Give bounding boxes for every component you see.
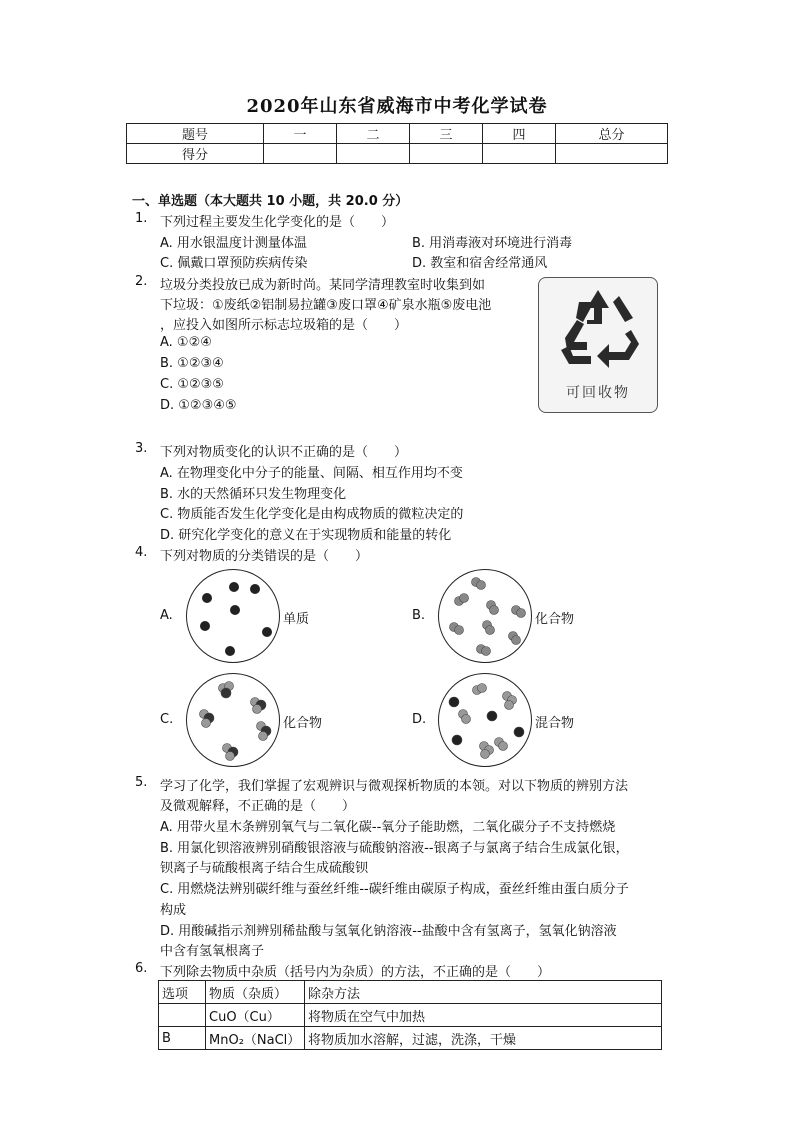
option-a-label: 单质	[283, 612, 310, 627]
option-c-label: 化合物	[283, 716, 323, 731]
option-d: D. ①②③④⑤	[160, 398, 237, 413]
score-cell	[410, 144, 483, 164]
particle-diagram-a-art	[187, 570, 279, 662]
question-number: 6.	[135, 961, 148, 976]
q6-table	[158, 980, 662, 1050]
question-number: 4.	[135, 545, 148, 560]
option-a: A. 用水银温度计测量体温	[160, 236, 307, 251]
score-table-score-row	[127, 144, 668, 164]
option-a-letter: A.	[160, 608, 173, 623]
score-cell	[556, 144, 668, 164]
score-cell	[337, 144, 410, 164]
option-c: C. ①②③⑤	[160, 377, 224, 392]
score-header-cell: 一	[264, 124, 337, 144]
score-cell	[483, 144, 556, 164]
question-stem: 下垃圾：①废纸②铝制易拉罐③废口罩④矿泉水瓶⑤废电池	[160, 298, 492, 313]
question-stem: 下列过程主要发生化学变化的是（ ）	[160, 215, 395, 230]
score-header-cell: 三	[410, 124, 483, 144]
score-cell	[264, 144, 337, 164]
option-d: D. 用酸碱指示剂辨别稀盐酸与氢氧化钠溶液--盐酸中含有氢离子，氢氧化钠溶液	[160, 924, 617, 939]
option-d-cont: 中含有氢氧根离子	[160, 944, 265, 959]
score-header-cell: 总分	[556, 124, 668, 144]
table-cell	[159, 1004, 206, 1027]
question-stem: 下列对物质变化的认识不正确的是（ ）	[160, 445, 408, 460]
option-b-cont: 钡离子与硫酸根离子结合生成硫酸钡	[160, 861, 369, 876]
option-d: D. 研究化学变化的意义在于实现物质和能量的转化	[160, 528, 452, 543]
recycle-icon	[539, 280, 657, 380]
question-stem: 学习了化学，我们掌握了宏观辨识与微观探析物质的本领。对以下物质的辨别方法	[160, 779, 629, 794]
table-cell: CuO（Cu）	[206, 1004, 305, 1027]
option-b: B. 水的天然循环只发生物理变化	[160, 487, 347, 502]
table-cell: 将物质在空气中加热	[305, 1004, 662, 1027]
table-header-row	[159, 981, 662, 1004]
score-table	[126, 123, 668, 164]
option-b-letter: B.	[412, 608, 426, 623]
recycle-sign	[538, 277, 658, 413]
question-number: 3.	[135, 441, 148, 456]
particle-diagram-c	[186, 673, 280, 767]
score-header-cell: 二	[337, 124, 410, 144]
question-stem: ，应投入如图所示标志垃圾箱的是（ ）	[160, 318, 408, 333]
table-header-cell: 物质（杂质）	[206, 981, 305, 1004]
option-b: B. 用消毒液对环境进行消毒	[412, 236, 573, 251]
table-cell: MnO₂（NaCl）	[206, 1027, 305, 1050]
question-stem: 下列对物质的分类错误的是（ ）	[160, 549, 369, 564]
option-c: C. 用燃烧法辨别碳纤维与蚕丝纤维--碳纤维由碳原子构成，蚕丝纤维由蛋白质分子	[160, 882, 629, 897]
score-row-label: 得分	[127, 144, 264, 164]
table-header-cell: 除杂方法	[305, 981, 662, 1004]
particle-diagram-b	[438, 569, 532, 663]
table-header-cell: 选项	[159, 981, 206, 1004]
table-cell: 将物质加水溶解，过滤，洗涤，干燥	[305, 1027, 662, 1050]
option-a: A. ①②④	[160, 335, 212, 350]
recycle-sign-label: 可回收物	[566, 385, 630, 401]
score-header-cell: 四	[483, 124, 556, 144]
table-row	[159, 1027, 662, 1050]
particle-diagram-d	[438, 673, 532, 767]
option-c-letter: C.	[160, 712, 174, 727]
question-stem: 下列除去物质中杂质（括号内为杂质）的方法，不正确的是（ ）	[160, 965, 551, 980]
particle-diagram-b-art	[439, 570, 531, 662]
option-c-cont: 构成	[160, 903, 187, 918]
question-stem: 垃圾分类投放已成为新时尚。某同学清理教室时收集到如	[160, 278, 486, 293]
page-title: 2020年山东省威海市中考化学试卷	[246, 96, 548, 117]
option-d-label: 混合物	[535, 716, 575, 731]
option-c: C. 物质能否发生化学变化是由构成物质的微粒决定的	[160, 507, 464, 522]
question-number: 5.	[135, 775, 148, 790]
option-b-label: 化合物	[535, 612, 575, 627]
option-a: A. 用带火星木条辨别氧气与二氧化碳--氧分子能助燃，二氧化碳分子不支持燃烧	[160, 820, 616, 835]
score-header-cell: 题号	[127, 124, 264, 144]
section-heading: 一、单选题（本大题共 10 小题，共 20.0 分）	[132, 194, 409, 209]
question-number: 2.	[135, 274, 148, 289]
option-d: D. 教室和宿舍经常通风	[412, 256, 548, 271]
option-a: A. 在物理变化中分子的能量、间隔、相互作用均不变	[160, 466, 463, 481]
question-number: 1.	[135, 211, 148, 226]
option-c: C. 佩戴口罩预防疾病传染	[160, 256, 308, 271]
particle-diagram-a	[186, 569, 280, 663]
table-row	[159, 1004, 662, 1027]
score-table-header-row	[127, 124, 668, 144]
option-d-letter: D.	[412, 712, 427, 727]
option-b: B. ①②③④	[160, 356, 224, 371]
option-b: B. 用氯化钡溶液辨别硝酸银溶液与硫酸钠溶液--银离子与氯离子结合生成氯化银，	[160, 841, 629, 856]
particle-diagram-c-art	[187, 674, 279, 766]
question-stem: 及微观解释，不正确的是（ ）	[160, 799, 356, 814]
particle-diagram-d-art	[439, 674, 531, 766]
table-cell: B	[159, 1027, 206, 1050]
